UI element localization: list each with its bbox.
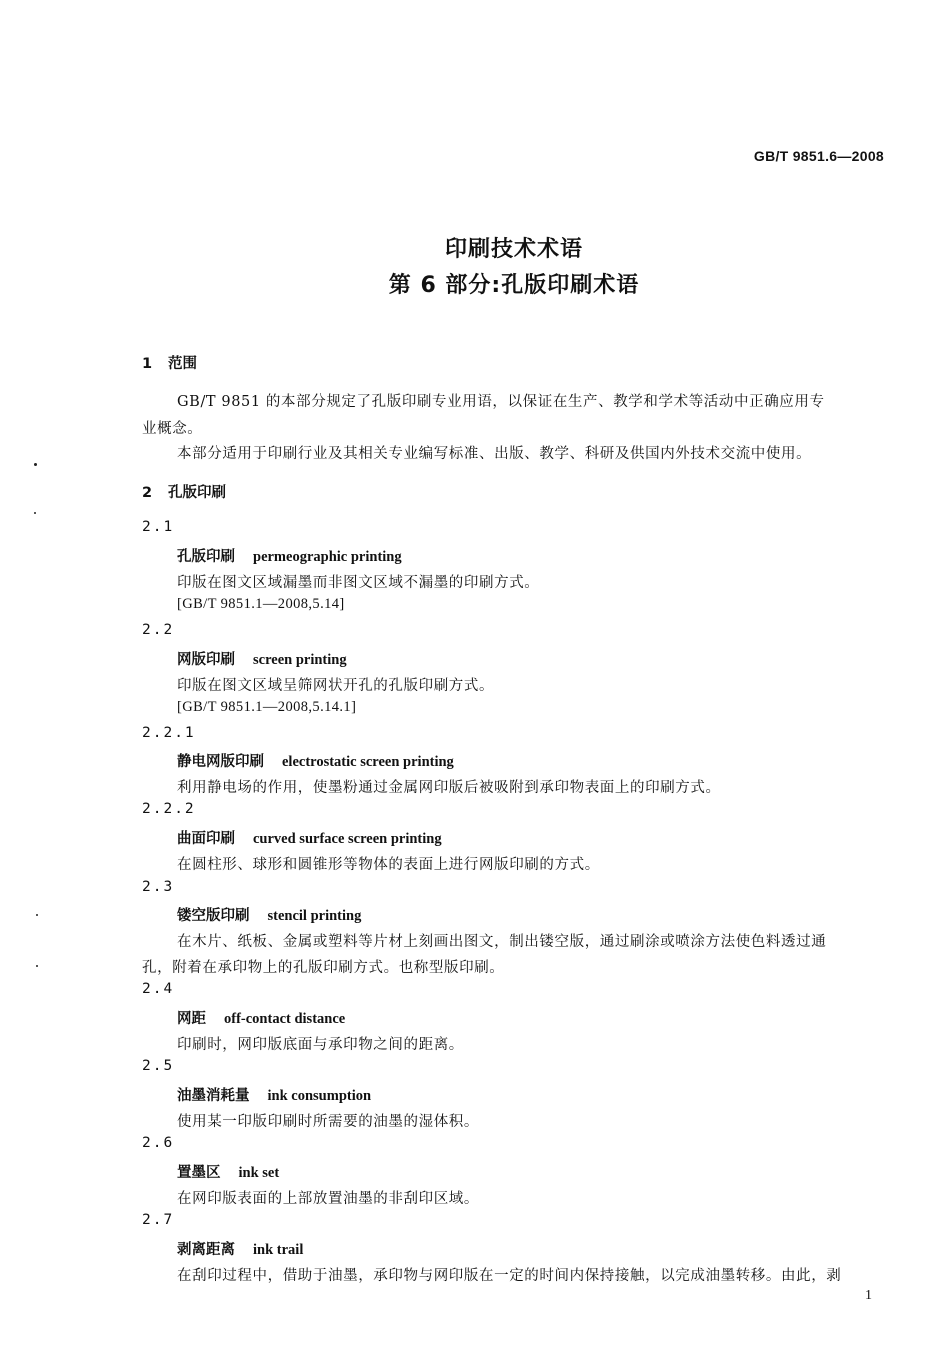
term-en: ink trail — [253, 1242, 304, 1258]
term-zh: 网版印刷 — [177, 652, 235, 668]
term-zh: 曲面印刷 — [177, 831, 235, 847]
term-line — [177, 827, 442, 848]
term-en: ink set — [238, 1165, 280, 1181]
section-heading-2 — [142, 481, 226, 502]
term-zh: 油墨消耗量 — [177, 1088, 250, 1104]
term-en: ink consumption — [267, 1088, 372, 1104]
entry-number: 2.2 — [142, 622, 175, 638]
term-en: permeographic printing — [253, 549, 402, 565]
definition-continuation: 孔，附着在承印物上的孔版印刷方式。也称型版印刷。 — [142, 960, 505, 976]
entry-number: 2.6 — [142, 1135, 175, 1151]
paragraph: 本部分适用于印刷行业及其相关专业编写标准、出版、教学、科研及供国内外技术交流中使用。 — [177, 446, 812, 462]
term-line — [177, 1084, 371, 1105]
term-line — [177, 904, 361, 925]
term-zh: 静电网版印刷 — [177, 754, 264, 770]
title-line-1: 印刷技术术语 — [444, 237, 583, 262]
paragraph-continuation: 业概念。 — [142, 421, 203, 437]
entry-number: 2.4 — [142, 981, 175, 997]
term-en: curved surface screen printing — [253, 831, 442, 847]
term-line — [177, 1161, 279, 1182]
title-line-2: 第 6 部分:孔版印刷术语 — [388, 273, 640, 298]
entry-number: 2.3 — [142, 879, 175, 895]
term-en: screen printing — [253, 652, 347, 668]
scan-speck — [34, 463, 37, 466]
section-title: 范围 — [168, 356, 197, 372]
term-line — [177, 750, 454, 771]
term-en: off-contact distance — [224, 1011, 346, 1027]
term-zh: 镂空版印刷 — [177, 908, 250, 924]
term-zh: 置墨区 — [177, 1165, 221, 1181]
term-en: stencil printing — [267, 908, 362, 924]
term-line — [177, 1007, 345, 1028]
section-title: 孔版印刷 — [168, 485, 226, 501]
definition: 在木片、纸板、金属或塑料等片材上刻画出图文，制出镂空版，通过刷涂或喷涂方法使色料透过通 — [177, 934, 827, 950]
term-line — [177, 648, 347, 669]
section-number: 1 — [142, 356, 153, 372]
reference: [GB/T 9851.1—2008,5.14] — [177, 596, 345, 612]
reference: [GB/T 9851.1—2008,5.14.1] — [177, 699, 357, 715]
paragraph: GB/T 9851 的本部分规定了孔版印刷专业用语，以保证在生产、教学和学术等活动中正确应用专 — [177, 394, 825, 410]
standard-number: GB/T 9851.6—2008 — [753, 148, 884, 164]
page-number: 1 — [865, 1288, 872, 1303]
term-zh: 孔版印刷 — [177, 549, 235, 565]
definition: 印版在图文区域呈筛网状开孔的孔版印刷方式。 — [177, 678, 495, 694]
scan-speck — [36, 914, 38, 916]
term-line — [177, 545, 402, 566]
entry-number: 2.2.1 — [142, 725, 196, 741]
definition: 利用静电场的作用，使墨粉通过金属网印版后被吸附到承印物表面上的印刷方式。 — [177, 780, 721, 796]
definition: 在圆柱形、球形和圆锥形等物体的表面上进行网版印刷的方式。 — [177, 857, 600, 873]
entry-number: 2.5 — [142, 1058, 175, 1074]
definition: 在刮印过程中，借助于油墨，承印物与网印版在一定的时间内保持接触，以完成油墨转移。由此，剥 — [177, 1268, 842, 1284]
section-number: 2 — [142, 485, 153, 501]
section-heading-1 — [142, 352, 197, 373]
entry-number: 2.2.2 — [142, 801, 196, 817]
term-en: electrostatic screen printing — [282, 754, 454, 770]
term-zh: 网距 — [177, 1011, 206, 1027]
definition: 在网印版表面的上部放置油墨的非刮印区域。 — [177, 1191, 479, 1207]
definition: 印刷时，网印版底面与承印物之间的距离。 — [177, 1037, 464, 1053]
term-line — [177, 1238, 303, 1259]
scan-speck — [34, 512, 36, 514]
term-zh: 剥离距离 — [177, 1242, 235, 1258]
scan-speck — [36, 965, 38, 967]
definition: 印版在图文区域漏墨而非图文区域不漏墨的印刷方式。 — [177, 575, 540, 591]
entry-number: 2.7 — [142, 1212, 175, 1228]
definition: 使用某一印版印刷时所需要的油墨的湿体积。 — [177, 1114, 479, 1130]
entry-number: 2.1 — [142, 519, 175, 535]
